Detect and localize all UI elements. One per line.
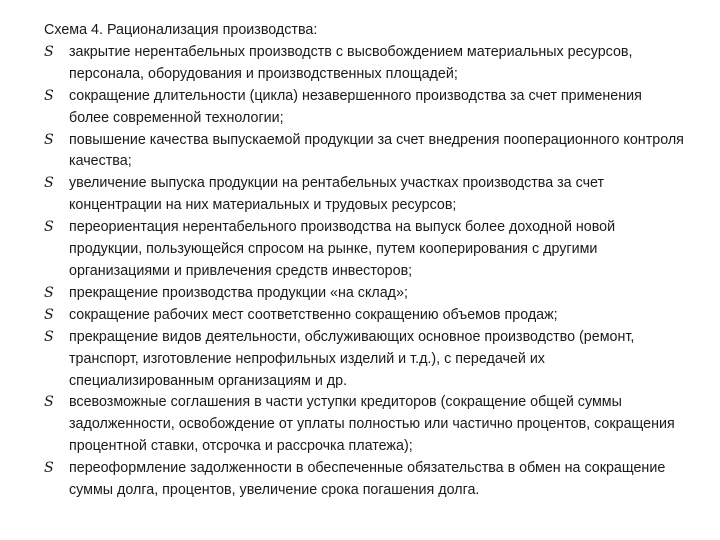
list-item (44, 392, 684, 458)
list-item-text: повышение качества выпускаемой продукции за счет внедрения пооперационного контроля качества; (69, 131, 684, 170)
list-item-text: переоформление задолженности в обеспеченные обязательства в обмен на сокращение суммы долга, процентов, увеличение срока погашения долга. (69, 460, 666, 499)
scheme-number: Схема 4. (44, 22, 103, 38)
list-item-text: переориентация нерентабельного производства на выпуск более доходной новой продукции, пользующейся спросом на рынке, путем кооперирования с другими организациями и привлечения средств инвесторов; (69, 219, 616, 279)
bullet-icon: S (44, 306, 54, 323)
list-item-text: всевозможные соглашения в части уступки кредиторов (сокращение общей суммы задолженности, освобождение от уплаты полностью или частично процентов, сокращения процентной ставки, отсрочка и рассрочка платежа); (69, 394, 675, 455)
list-item-text: сокращение рабочих мест соответственно сокращению объемов продаж; (69, 306, 558, 323)
list-item-text: прекращение производства продукции «на склад»; (69, 284, 408, 301)
bullet-icon: S (44, 175, 54, 192)
bullet-icon: S (44, 43, 54, 60)
list-item (44, 130, 684, 174)
list-item-text: сокращение длительности (цикла) незавершенного производства за счет применения более современной технологии; (69, 87, 642, 126)
measures-list (44, 42, 684, 502)
list-item (44, 458, 684, 502)
bullet-icon: S (44, 284, 54, 301)
list-item (44, 42, 684, 86)
list-item (44, 86, 684, 130)
bullet-icon: S (44, 219, 54, 236)
list-item (44, 173, 684, 217)
bullet-icon: S (44, 394, 54, 411)
list-item-text: закрытие нерентабельных производств с высвобождением материальных ресурсов, персонала, оборудования и производственных площадей; (69, 43, 633, 82)
bullet-icon: S (44, 328, 54, 345)
list-item (44, 327, 684, 393)
document-body (44, 20, 684, 502)
bullet-icon: S (44, 131, 54, 148)
list-item (44, 305, 684, 327)
list-item-text: увеличение выпуска продукции на рентабельных участках производства за счет концентрации на них материальных и трудовых ресурсов; (69, 175, 605, 214)
list-item (44, 283, 684, 305)
bullet-icon: S (44, 460, 54, 477)
list-item (44, 217, 684, 283)
list-item-text: прекращение видов деятельности, обслуживающих основное производство (ремонт, транспорт, изготовление непрофильных изделий и т.д.), с передачей их специализированным организациям и др. (69, 328, 635, 389)
scheme-heading (44, 20, 684, 42)
bullet-icon: S (44, 87, 54, 104)
scheme-title: Рационализация производства: (106, 22, 318, 38)
